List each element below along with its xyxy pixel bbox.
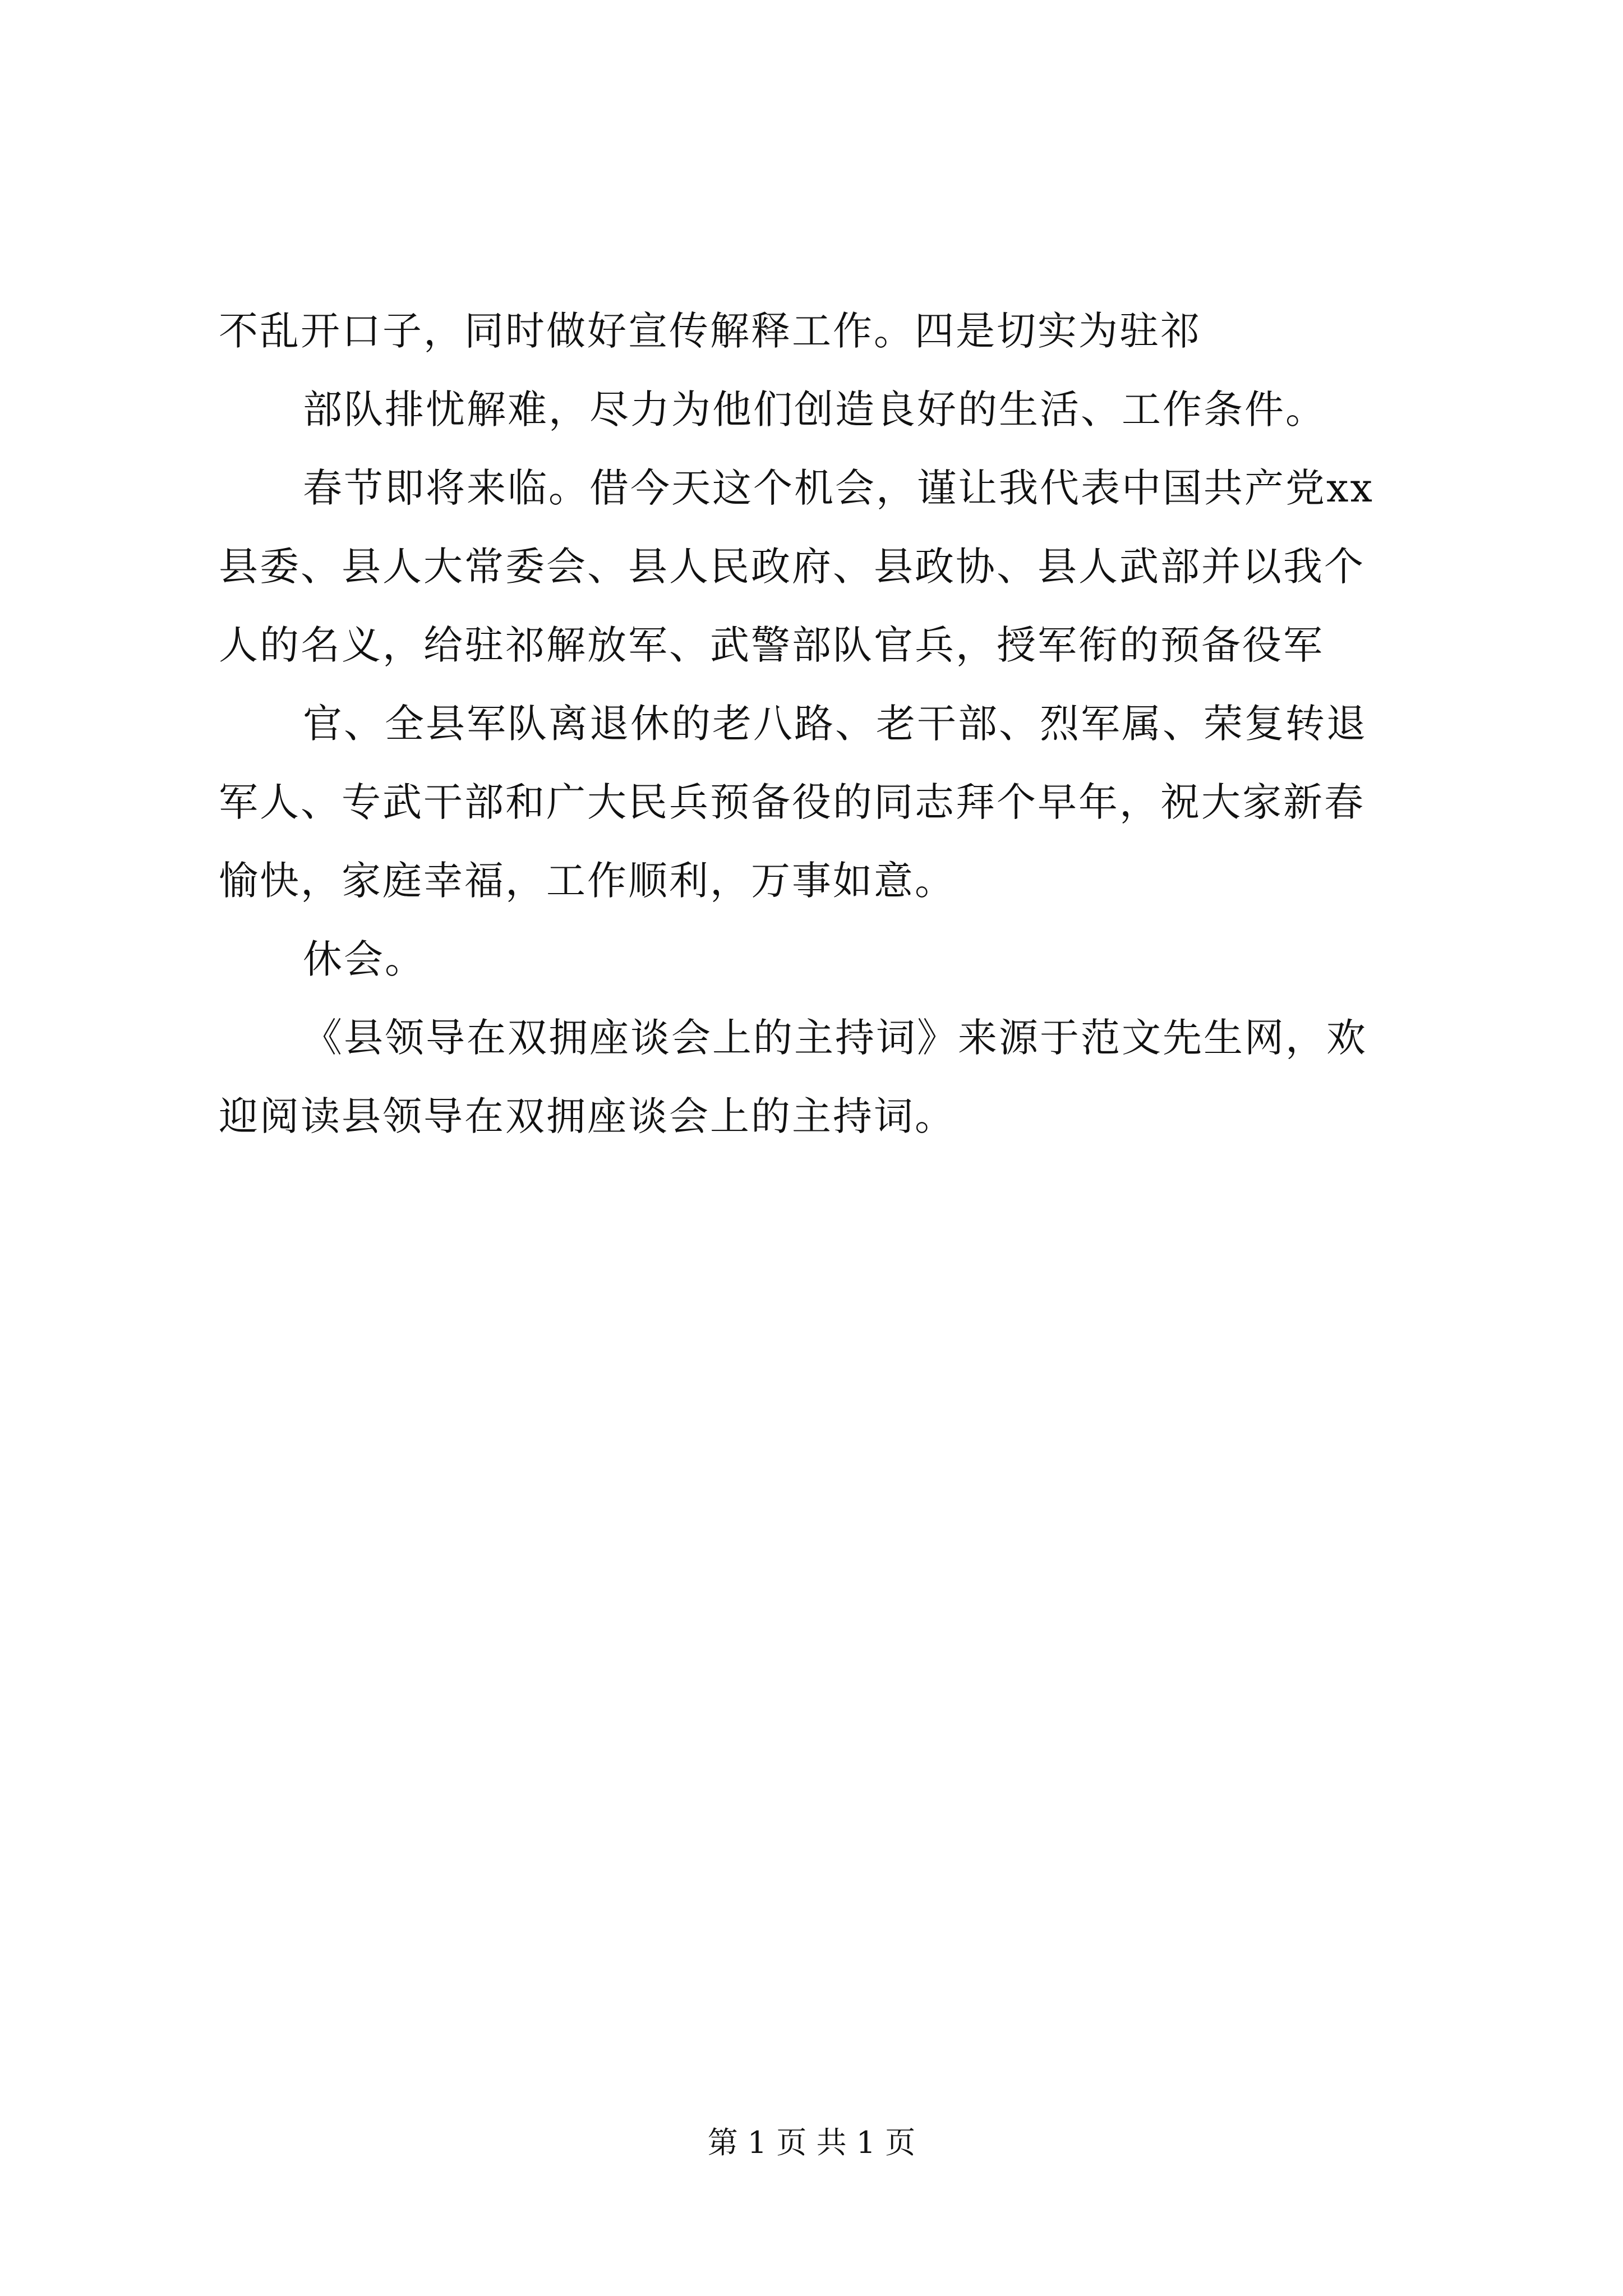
text-line-6: 官、全县军队离退休的老八路、老干部、烈军属、荣复转退 (303, 701, 1367, 747)
text-line-10: 《县领导在双拥座谈会上的主持词》来源于范文先生网，欢 (303, 1015, 1367, 1061)
text-line-7: 军人、专武干部和广大民兵预备役的同志拜个早年，祝大家新春 (219, 779, 1365, 825)
text-line-1: 不乱开口子，同时做好宣传解释工作。四是切实为驻祁 (219, 308, 1201, 354)
text-line-8: 愉快，家庭幸福，工作顺利，万事如意。 (219, 858, 956, 904)
page-footer: 第 1 页 共 1 页 (707, 2125, 916, 2160)
text-line-11: 迎阅读县领导在双拥座谈会上的主持词。 (219, 1093, 956, 1139)
text-line-3: 春节即将来临。借今天这个机会，谨让我代表中国共产党xx (303, 465, 1374, 511)
document-body (219, 303, 1441, 1257)
text-line-2: 部队排忧解难，尽力为他们创造良好的生活、工作条件。 (303, 386, 1326, 432)
text-line-4: 县委、县人大常委会、县人民政府、县政协、县人武部并以我个 (219, 544, 1365, 590)
text-line-9: 休会。 (303, 936, 426, 982)
text-line-5: 人的名义，给驻祁解放军、武警部队官兵，授军衔的预备役军 (219, 622, 1324, 668)
